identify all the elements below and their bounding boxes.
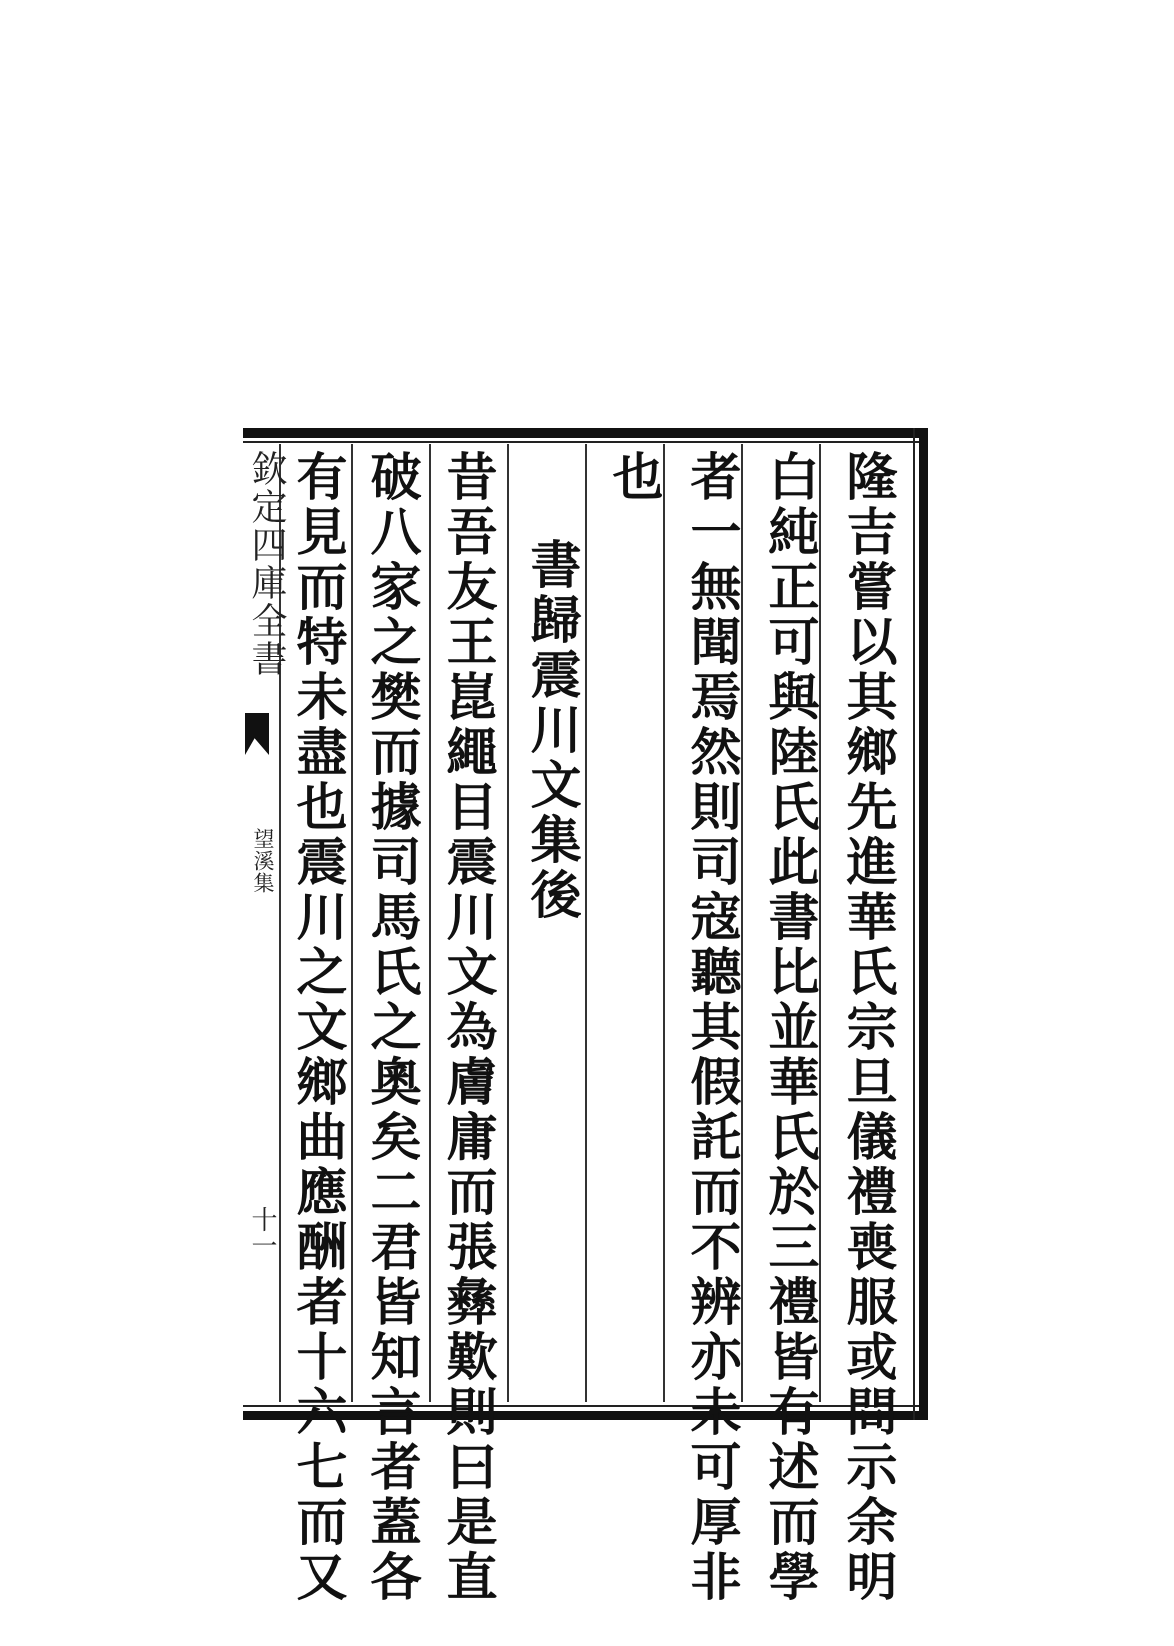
- column-rule: [351, 444, 353, 1402]
- text-column-2: 白純正可與陸氏此書比並華氏於三禮皆有述而學: [759, 450, 819, 1605]
- text-column-4: 也: [603, 450, 663, 505]
- margin-series-title: 欽定四庫全書: [246, 450, 287, 678]
- column-rule: [429, 444, 431, 1402]
- column-rule: [741, 444, 743, 1402]
- frame-right-inner-border: [913, 428, 915, 1420]
- frame-right-border: [919, 428, 928, 1420]
- text-column-1: 隆吉嘗以其鄉先進華氏宗旦儀禮喪服或問示余明: [837, 450, 897, 1605]
- text-column-7: 破八家之樊而據司馬氏之奧矣二君皆知言者蓋各: [361, 450, 421, 1605]
- column-rule: [663, 444, 665, 1402]
- folio-number: 十一: [247, 1206, 277, 1258]
- text-column-6: 昔吾友王崑繩目震川文為膚庸而張彝歎則曰是直: [437, 450, 497, 1605]
- fishtail-mark-icon: [245, 713, 269, 755]
- column-rule: [585, 444, 587, 1402]
- column-rule: [507, 444, 509, 1402]
- frame-top-border: [243, 428, 928, 438]
- column-rule: [819, 444, 821, 1402]
- page-frame: [243, 428, 928, 1605]
- frame-top-inner-border: [243, 441, 928, 443]
- text-column-8: 有見而特未盡也震川之文鄉曲應酬者十六七而又: [287, 450, 347, 1605]
- margin-collection-title: 望溪集: [251, 828, 275, 894]
- text-column-3: 者一無聞焉然則司寇聽其假託而不辨亦未可厚非: [681, 450, 741, 1605]
- essay-title: 書歸震川文集後: [521, 538, 581, 923]
